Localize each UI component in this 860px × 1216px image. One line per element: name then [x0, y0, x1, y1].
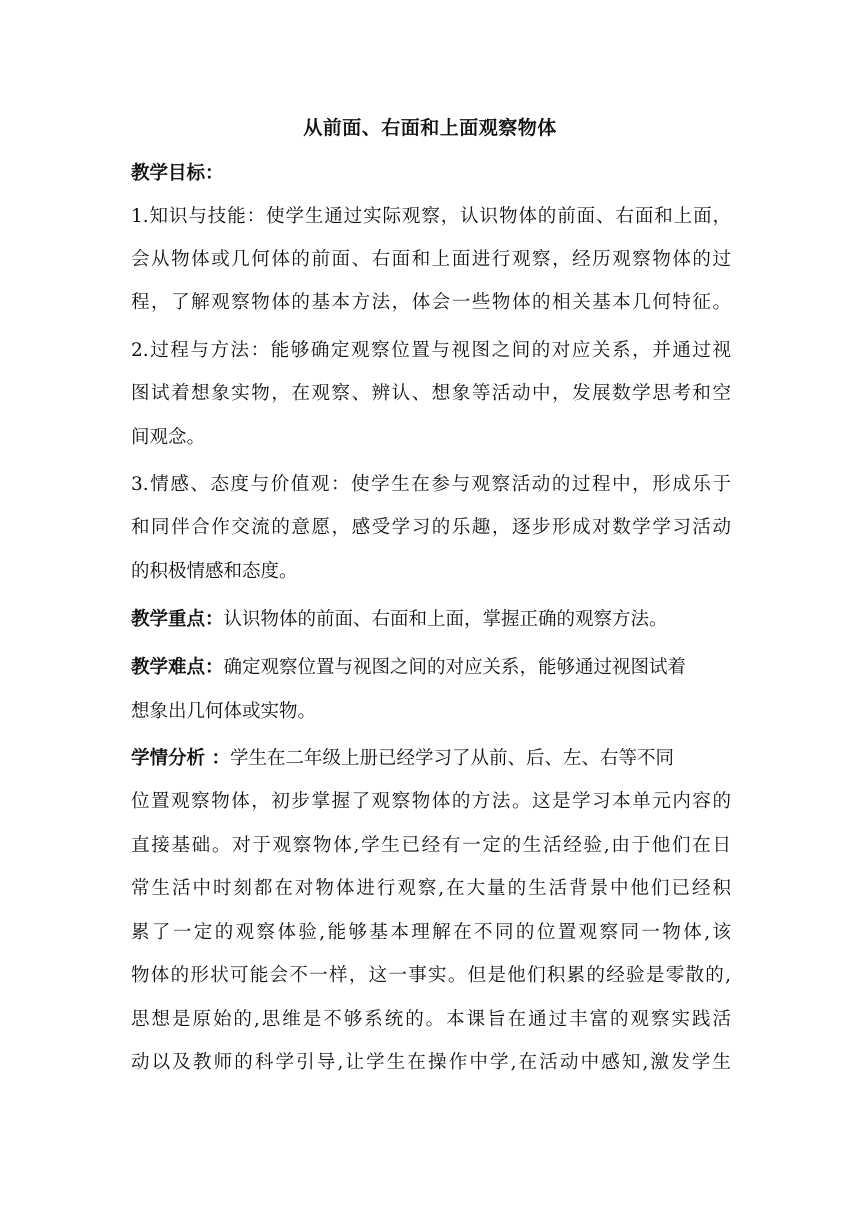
- analysis-label: 学情分析 ：: [131, 748, 230, 769]
- analysis-line-6: 物体的形状可能会不一样，这一事实。但是他们积累的经验是零散的,: [131, 965, 731, 986]
- analysis-text-1: 学生在二年级上册已经学习了从前、后、左、右等不同: [229, 748, 674, 769]
- key-point: [131, 605, 731, 635]
- objective-1-line-3: 程，了解观察物体的基本方法，体会一些物体的相关基本几何特征。: [131, 292, 731, 313]
- objectives-heading: 教学目标：: [131, 163, 224, 184]
- analysis-line-8: 动以及教师的科学引导,让学生在操作中学,在活动中感知,激发学生: [131, 1052, 731, 1073]
- key-point-text: 认识物体的前面、右面和上面，掌握正确的观察方法。: [223, 609, 668, 630]
- objective-3-line-1: 3.情感、态度与价值观：使学生在参与观察活动的过程中，形成乐于: [131, 474, 731, 495]
- objective-3-line-3: 的积极情感和态度。: [131, 561, 298, 582]
- objective-1-line-2: 会从物体或几何体的前面、右面和上面进行观察，经历观察物体的过: [131, 249, 731, 270]
- difficulty-label: 教学难点：: [131, 657, 224, 678]
- difficulty-line-1: [131, 653, 731, 683]
- document-title: 从前面、右面和上面观察物体: [303, 117, 557, 139]
- difficulty-text-1: 确定观察位置与视图之间的对应关系，能够通过视图试着: [223, 657, 687, 678]
- objective-2-line-3: 间观念。: [131, 427, 206, 448]
- analysis-line-2: 位置观察物体，初步掌握了观察物体的方法。这是学习本单元内容的: [131, 791, 731, 812]
- analysis-line-5: 累了一定的观察体验,能够基本理解在不同的位置观察同一物体,该: [131, 922, 731, 943]
- analysis-line-1: [131, 744, 731, 774]
- difficulty-line-2: 想象出几何体或实物。: [131, 701, 317, 722]
- analysis-line-7: 思想是原始的,思维是不够系统的。本课旨在通过丰富的观察实践活: [131, 1009, 731, 1030]
- analysis-line-4: 常生活中时刻都在对物体进行观察,在大量的生活背景中他们已经积: [131, 878, 731, 899]
- objective-1-line-1: 1.知识与技能：使学生通过实际观察，认识物体的前面、右面和上面，: [131, 206, 731, 227]
- objective-2-line-2: 图试着想象实物，在观察、辨认、想象等活动中，发展数学思考和空: [131, 383, 731, 404]
- objective-2-line-1: 2.过程与方法：能够确定观察位置与视图之间的对应关系，并通过视: [131, 340, 731, 361]
- objective-3-line-2: 和同伴合作交流的意愿，感受学习的乐趣，逐步形成对数学学习活动: [131, 517, 731, 538]
- analysis-line-3: 直接基础。对于观察物体,学生已经有一定的生活经验,由于他们在日: [131, 835, 731, 856]
- key-point-label: 教学重点：: [131, 609, 224, 630]
